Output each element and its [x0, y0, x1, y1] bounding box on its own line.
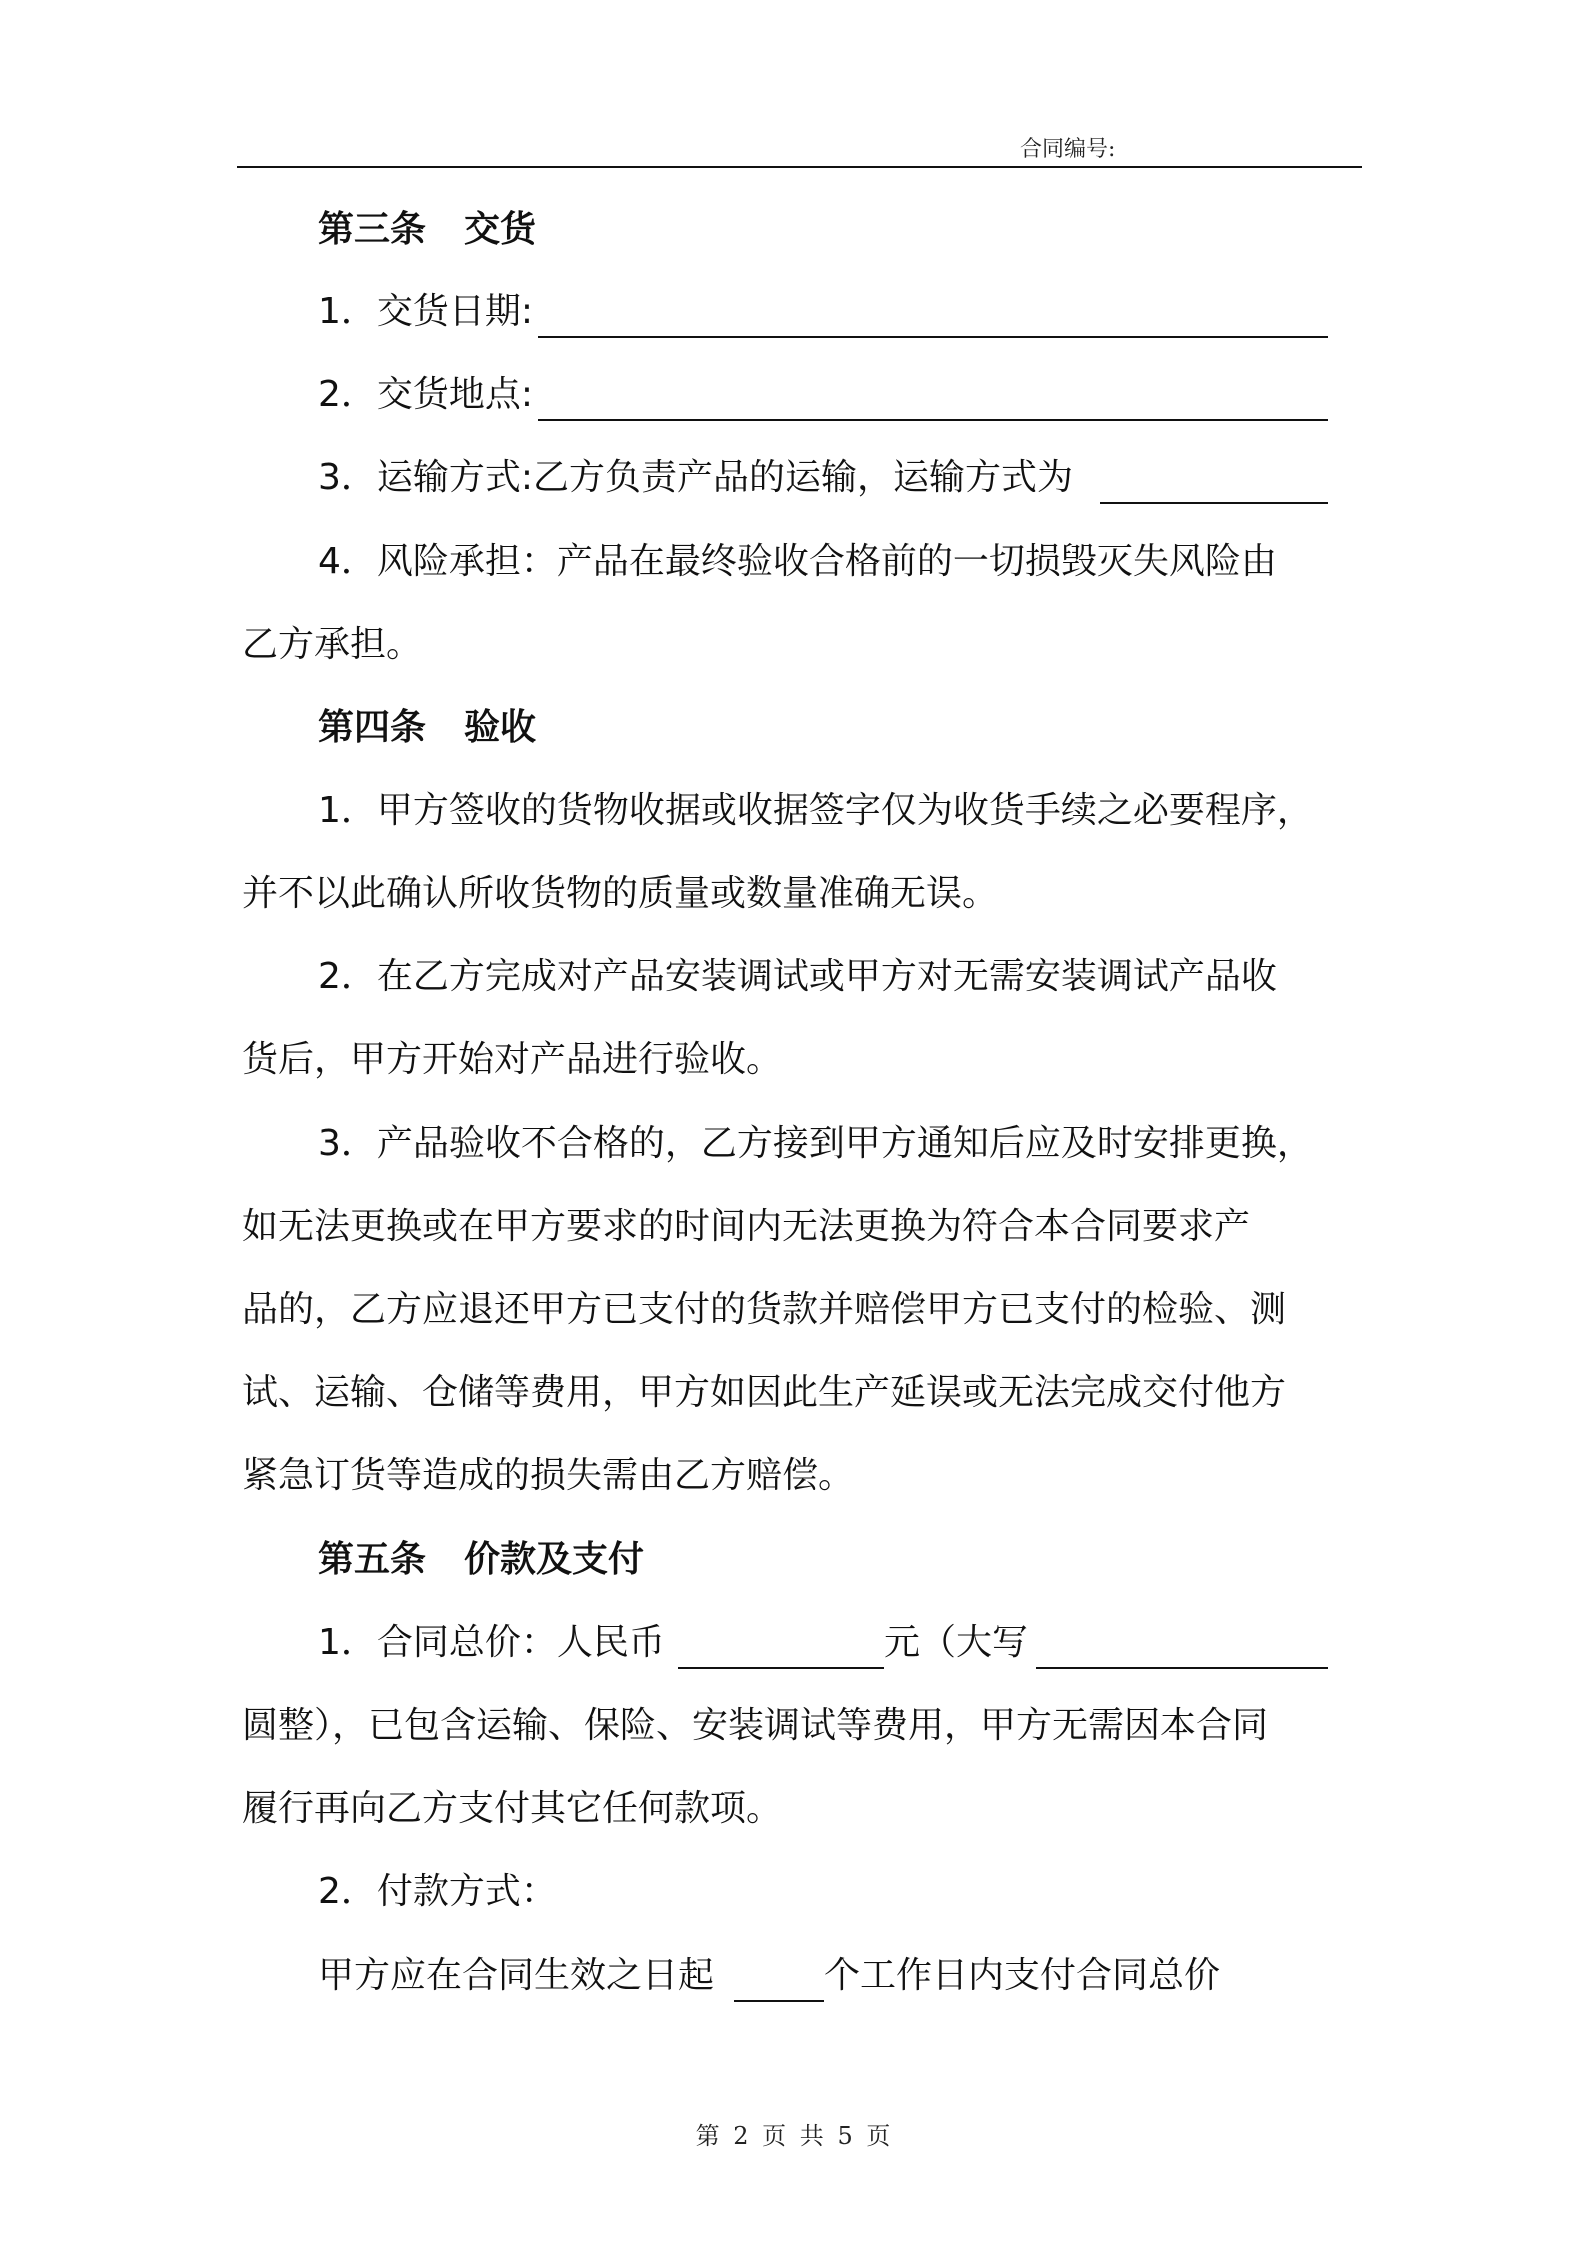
acceptance-item-1-line-1: 1．甲方签收的货物收据或收据签字仅为收货手续之必要程序， — [318, 790, 1313, 831]
total-price-amount-blank[interactable] — [678, 1667, 884, 1669]
payment-detail-part-1: 甲方应在合同生效之日起 — [318, 1955, 715, 1996]
acceptance-item-2-line-2: 货后，甲方开始对产品进行验收。 — [242, 1039, 783, 1080]
risk-clause-line-2: 乙方承担。 — [242, 624, 423, 665]
payment-detail-part-2: 个工作日内支付合同总价 — [824, 1955, 1221, 1996]
acceptance-item-3-line-5: 紧急订货等造成的损失需由乙方赔偿。 — [242, 1455, 855, 1496]
article-4-number: 第四条 — [318, 707, 427, 748]
transport-method-label: 3．运输方式:乙方负责产品的运输，运输方式为 — [318, 457, 1074, 498]
article-5-heading — [318, 1538, 644, 1582]
total-price-uppercase-blank[interactable] — [1036, 1667, 1328, 1669]
delivery-date-blank[interactable] — [538, 336, 1328, 338]
article-3-heading — [318, 208, 536, 252]
delivery-place-label: 2．交货地点: — [318, 374, 534, 415]
delivery-place-blank[interactable] — [538, 419, 1328, 421]
article-5-number: 第五条 — [318, 1539, 427, 1580]
page-number: 第 2 页 共 5 页 — [695, 2122, 891, 2150]
contract-number-label: 合同编号: — [1020, 137, 1116, 162]
transport-method-blank[interactable] — [1100, 502, 1328, 504]
payment-days-blank[interactable] — [734, 2000, 824, 2002]
risk-clause-line-1: 4．风险承担：产品在最终验收合格前的一切损毁灭失风险由 — [318, 541, 1277, 582]
acceptance-item-1-line-2: 并不以此确认所收货物的质量或数量准确无误。 — [242, 873, 999, 914]
article-3-number: 第三条 — [318, 209, 427, 250]
article-4-heading — [318, 706, 536, 750]
total-price-uppercase-label: 元（大写 — [884, 1622, 1029, 1663]
payment-method-label: 2．付款方式： — [318, 1871, 557, 1912]
header-divider — [237, 166, 1362, 168]
acceptance-item-2-line-1: 2．在乙方完成对产品安装调试或甲方对无需安装调试产品收 — [318, 956, 1277, 997]
acceptance-item-3-line-1: 3．产品验收不合格的，乙方接到甲方通知后应及时安排更换， — [318, 1123, 1313, 1164]
acceptance-item-3-line-2: 如无法更换或在甲方要求的时间内无法更换为符合本合同要求产 — [242, 1206, 1251, 1247]
delivery-date-label: 1．交货日期: — [318, 291, 534, 332]
acceptance-item-3-line-3: 品的，乙方应退还甲方已支付的货款并赔偿甲方已支付的检验、测 — [242, 1289, 1287, 1330]
total-price-line-3: 履行再向乙方支付其它任何款项。 — [242, 1788, 783, 1829]
article-4-title: 验收 — [464, 707, 537, 748]
acceptance-item-3-line-4: 试、运输、仓储等费用，甲方如因此生产延误或无法完成交付他方 — [242, 1372, 1287, 1413]
total-price-line-2: 圆整），已包含运输、保险、安装调试等费用，甲方无需因本合同 — [242, 1705, 1269, 1746]
total-price-label: 1．合同总价：人民币 — [318, 1622, 665, 1663]
article-5-title: 价款及支付 — [464, 1539, 645, 1580]
article-3-title: 交货 — [464, 209, 537, 250]
